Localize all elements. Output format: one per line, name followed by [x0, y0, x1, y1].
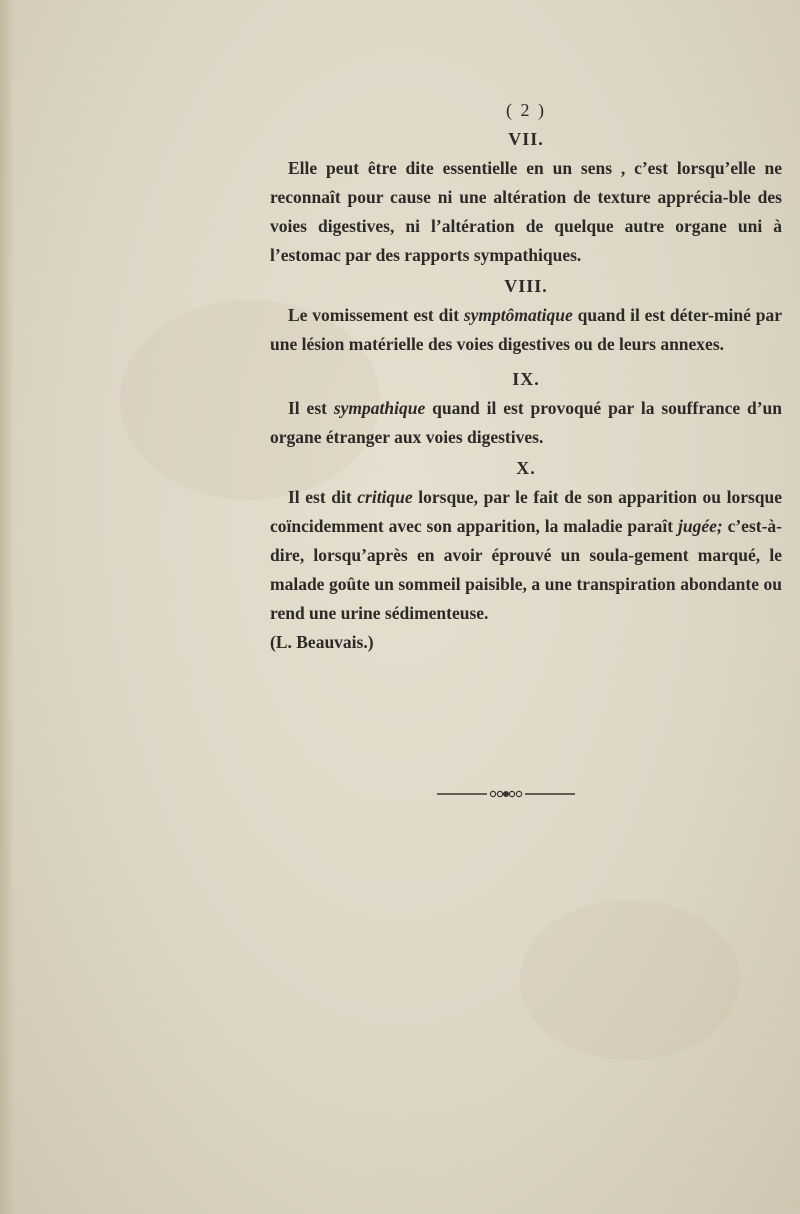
- text-run: lorsque, par le fait de son apparition ou lorsque coïncidemment avec son apparition, la maladie paraît: [270, 487, 783, 536]
- italic-term: jugée;: [677, 516, 723, 536]
- signature: (L. Beauvais.): [270, 632, 374, 652]
- italic-term: symptômatique: [463, 305, 573, 325]
- italic-term: sympathique: [333, 398, 426, 418]
- text-run: Le vomissement est dit: [288, 305, 464, 325]
- section-heading-viii: VIII.: [504, 276, 548, 296]
- text-run: quand il est provoqué par la souffrance d’un organe étranger aux voies digestives.: [270, 398, 783, 447]
- section-heading-vii: VII.: [508, 129, 544, 149]
- text-run: Elle peut être dite essentielle en un sens , c’est lorsqu’elle ne reconnaît pour cause ni une altération de texture apprécia-ble des voies digestives, ni l’altération de quelque autre organe uni à l’estomac par des rapports sympathiques.: [270, 158, 782, 265]
- paragraph-ix: [270, 394, 782, 452]
- text-run: quand il est déter-miné par une lésion matérielle des voies digestives ou de leurs annexes.: [270, 305, 782, 354]
- bleed-through-text: [255, 740, 785, 770]
- ornament-rule-icon: [435, 788, 577, 800]
- text-run: c’est-à-dire, lorsqu’après en avoir éprouvé un soula-gement marqué, le malade goûte un sommeil paisible, a une transpiration abondante ou rend une urine sédimenteuse.: [270, 516, 782, 623]
- page-number: ( 2 ): [506, 100, 546, 120]
- page-edge-shadow: [0, 0, 14, 1214]
- text-run: Il est: [288, 398, 334, 418]
- section-heading-ix: IX.: [512, 369, 540, 389]
- paragraph-x: [270, 483, 782, 628]
- italic-term: critique: [357, 487, 413, 507]
- paragraph-viii: [270, 301, 782, 359]
- main-text: [270, 96, 782, 657]
- paper-stain: [520, 900, 740, 1060]
- section-heading-x: X.: [516, 458, 536, 478]
- paragraph-vii: [270, 154, 782, 270]
- text-run: Il est dit: [288, 487, 358, 507]
